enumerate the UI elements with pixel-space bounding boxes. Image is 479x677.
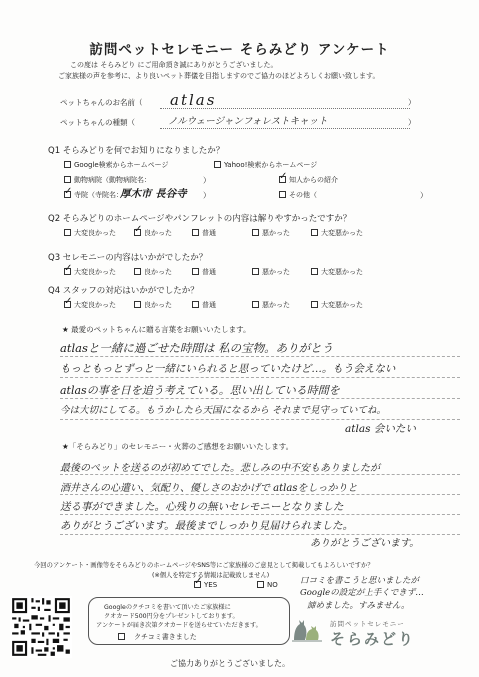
footer-thanks: ご協力ありがとうございました。 bbox=[170, 659, 290, 668]
checkbox-icon[interactable] bbox=[279, 171, 288, 183]
side-note-line-3: 諦めました。すみません。 bbox=[307, 601, 410, 611]
coupon-line-3: アンケートが届き次第クオカードを送らせていただきます。 bbox=[96, 622, 262, 629]
pet-name-underline bbox=[160, 108, 410, 109]
checkbox-icon[interactable] bbox=[252, 301, 259, 308]
q1-vet-close: ） bbox=[203, 176, 211, 185]
message-line-rule bbox=[60, 398, 460, 399]
publish-question: 今回のアンケート・画像等をそらみどりのホームページやSNS等にご家族様のご意見として掲載してもよろしいですか？ bbox=[34, 562, 374, 569]
checkbox-icon[interactable] bbox=[64, 161, 71, 168]
q3-option-very-good[interactable]: ✓ 大変良かった bbox=[64, 263, 116, 276]
q1-option-temple[interactable]: ✓ 寺院（寺院名： bbox=[64, 186, 123, 199]
side-note-line-1: 口コミを書こうと思いましたが bbox=[300, 576, 420, 586]
publish-note: (※個人を特定する情報は記載致しません) bbox=[152, 572, 270, 579]
intro-line-1: この度は そらみどり にご用命頂き誠にありがとうございました。 bbox=[70, 61, 278, 69]
impression-line-4: ありがとうございます。最後までしっかり見届けられました。 bbox=[60, 520, 354, 532]
pet-name-label: ペットちゃんのお名前（ bbox=[60, 98, 143, 107]
q2-option-good[interactable]: ✓ 良かった bbox=[134, 224, 172, 237]
message-line-rule bbox=[60, 377, 460, 378]
q3-option-bad[interactable]: 悪かった bbox=[252, 267, 290, 277]
q2-option-very-bad[interactable]: 大変悪かった bbox=[311, 228, 363, 238]
checkmark-icon: ✓ bbox=[64, 186, 73, 197]
publish-yes-option[interactable]: ✓ YES bbox=[194, 576, 218, 589]
q1-option-yahoo[interactable]: Yahoo!検索からホームページ bbox=[214, 160, 317, 170]
checkmark-icon: ✓ bbox=[279, 171, 288, 182]
checkbox-icon[interactable] bbox=[134, 224, 143, 236]
checkmark-icon: ✓ bbox=[194, 576, 203, 587]
checkbox-icon[interactable] bbox=[192, 301, 199, 308]
impression-line-rule bbox=[60, 474, 460, 475]
checkbox-icon[interactable] bbox=[64, 296, 73, 308]
checkmark-icon: ✓ bbox=[64, 296, 73, 307]
checkbox-icon[interactable] bbox=[192, 268, 199, 275]
pet-name-close: ） bbox=[408, 98, 416, 107]
q1-temple-value: 厚木市 長谷寺 bbox=[120, 188, 187, 200]
pet-type-underline bbox=[160, 128, 410, 129]
pet-type-value: ノルウェージャンフォレストキャット bbox=[168, 116, 328, 127]
checkbox-icon[interactable] bbox=[134, 301, 141, 308]
q4-option-bad[interactable]: 悪かった bbox=[252, 300, 290, 310]
q2-option-normal[interactable]: 普通 bbox=[192, 228, 216, 238]
checkbox-icon[interactable] bbox=[311, 268, 318, 275]
pet-silhouette-logo-icon bbox=[290, 616, 324, 642]
checkbox-icon[interactable] bbox=[64, 263, 73, 275]
intro-line-2: ご家族様の声を参考に、より良いペット葬儀を目指しますのでご協力のほどよろしくお願い致します。 bbox=[58, 72, 380, 80]
q1-option-friend[interactable]: ✓ 知人からの紹介 bbox=[279, 171, 338, 184]
q3-option-very-bad[interactable]: 大変悪かった bbox=[311, 267, 363, 277]
checkbox-icon[interactable] bbox=[64, 176, 71, 183]
impression-line-3: 送る事ができました。心残りの無いセレモニーとなりました bbox=[60, 501, 344, 513]
checkbox-icon[interactable] bbox=[134, 268, 141, 275]
q1-other-close: ） bbox=[420, 191, 428, 200]
message-heading: ★ 最愛のペットちゃんに贈る言葉をお願いいたします。 bbox=[62, 325, 251, 334]
impression-heading: ★「そらみどり」のセレモニー・火葬のご感想をお願いいたします。 bbox=[62, 442, 294, 451]
coupon-line-1: Googleのクチコミを書いて頂いたご家族様に bbox=[104, 604, 231, 611]
message-line-4: 今は大切にしてる。もうかしたら天国になるから それまで見守っていてね。 bbox=[60, 405, 387, 416]
q2-option-bad[interactable]: 悪かった bbox=[252, 228, 290, 238]
q2-question: Q2 そらみどりのホームページやパンフレットの内容は解りやすかったですか？ bbox=[48, 214, 352, 224]
checkbox-icon[interactable] bbox=[194, 576, 203, 588]
checkbox-icon[interactable] bbox=[64, 229, 71, 236]
checkbox-icon[interactable] bbox=[118, 633, 125, 640]
q4-option-very-bad[interactable]: 大変悪かった bbox=[311, 300, 363, 310]
checkbox-icon[interactable] bbox=[214, 161, 221, 168]
q3-question: Q3 セレモニーの内容はいかがでしたか？ bbox=[48, 253, 208, 263]
q1-option-other[interactable]: その他（ bbox=[279, 190, 317, 200]
impression-line-5: ありがとうございます。 bbox=[310, 538, 420, 549]
q4-option-very-good[interactable]: ✓ 大変良かった bbox=[64, 296, 116, 309]
coupon-checkbox-option[interactable]: クチコミ書きました bbox=[118, 632, 197, 642]
checkbox-icon[interactable] bbox=[252, 268, 259, 275]
coupon-line-2: クオカード500円分をプレゼントしております。 bbox=[104, 613, 239, 620]
publish-no-option[interactable]: NO bbox=[257, 581, 278, 589]
message-line-rule bbox=[60, 419, 460, 420]
page-title: 訪問ペットセレモニー そらみどり アンケート bbox=[89, 42, 390, 58]
checkbox-icon[interactable] bbox=[311, 301, 318, 308]
checkbox-icon[interactable] bbox=[279, 191, 286, 198]
q3-option-good[interactable]: 良かった bbox=[134, 267, 172, 277]
q4-option-good[interactable]: 良かった bbox=[134, 300, 172, 310]
impression-line-1: 最後のペットを送るのが初めてでした。悲しみの中不安もありましたが bbox=[60, 463, 380, 474]
pet-type-close: ） bbox=[408, 118, 416, 127]
message-line-rule bbox=[60, 356, 460, 357]
message-line-2: もっともっとずっと一緒にいられると思っていたけど…。もう会えない bbox=[60, 363, 396, 375]
pet-type-label: ペットちゃんの種類（ bbox=[60, 118, 135, 127]
impression-line-rule bbox=[60, 494, 460, 495]
side-note-line-2: Googleの設定が上手くできず… bbox=[300, 588, 424, 598]
q1-question: Q1 そらみどりを何でお知りになりましたか？ bbox=[48, 146, 225, 156]
q2-option-very-good[interactable]: 大変良かった bbox=[64, 228, 116, 238]
checkbox-icon[interactable] bbox=[257, 581, 264, 588]
q3-option-normal[interactable]: 普通 bbox=[192, 267, 216, 277]
q1-temple-close: ） bbox=[203, 191, 211, 200]
impression-line-rule bbox=[60, 514, 460, 515]
q1-option-vet[interactable]: 動物病院（動物病院名： bbox=[64, 175, 151, 185]
impression-line-2: 酒井さんの心遣い、気配り、優しさのおかげで atlasをしっかりと bbox=[60, 483, 358, 494]
checkbox-icon[interactable] bbox=[311, 229, 318, 236]
logo-subtitle: 訪問ペットセレモニー bbox=[330, 620, 405, 628]
message-line-5: atlas 会いたい bbox=[345, 423, 416, 435]
q4-option-normal[interactable]: 普通 bbox=[192, 300, 216, 310]
message-line-3: atlasの事を日を追う考えている。思い出している時間を bbox=[60, 384, 340, 397]
q4-question: Q4 スタッフの対応はいかがでしたか？ bbox=[48, 286, 199, 296]
checkbox-icon[interactable] bbox=[64, 186, 73, 198]
checkbox-icon[interactable] bbox=[252, 229, 259, 236]
q1-option-google[interactable]: Google検索からホームページ bbox=[64, 160, 169, 170]
checkmark-icon: ✓ bbox=[64, 263, 73, 274]
checkmark-icon: ✓ bbox=[134, 224, 143, 235]
pet-name-value: atlas bbox=[170, 91, 217, 109]
qr-code-icon[interactable] bbox=[10, 596, 72, 658]
logo-title: そらみどり bbox=[330, 630, 416, 648]
message-line-1: atlasと一緒に過ごせた時間は 私の宝物。ありがとう bbox=[60, 341, 334, 355]
checkbox-icon[interactable] bbox=[192, 229, 199, 236]
